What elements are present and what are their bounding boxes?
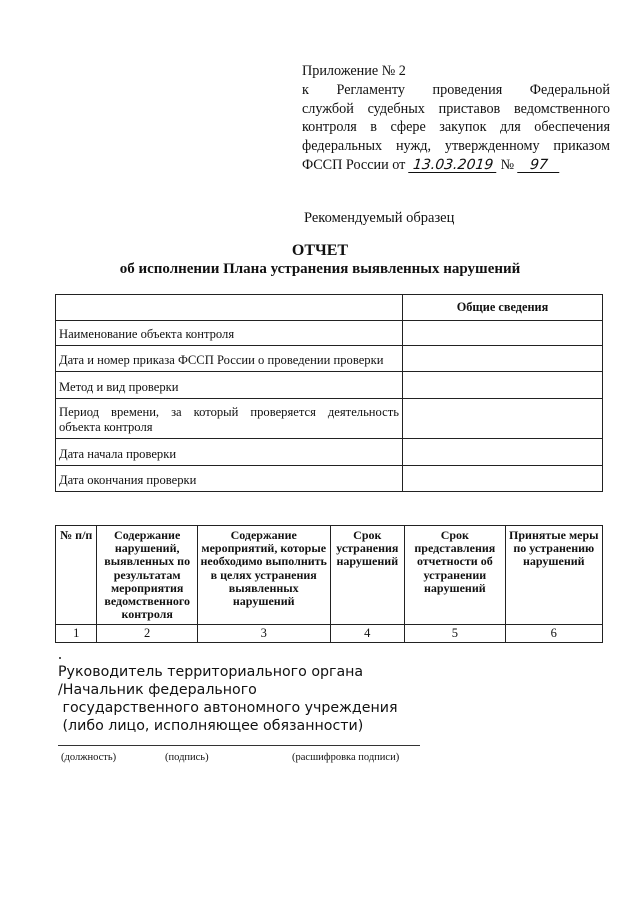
- table-row: [56, 466, 603, 492]
- appendix-title: Приложение № 2: [302, 63, 406, 79]
- report-title: ОТЧЕТ: [291, 242, 349, 259]
- column-header-report-deadline: Срок представления отчетности об устранении нарушений: [405, 526, 505, 625]
- info-value-cell[interactable]: [403, 321, 603, 346]
- table-row: [56, 625, 603, 643]
- appendix-line-3: службой судебных приставов ведомственного: [302, 100, 610, 117]
- appendix-block: [302, 62, 610, 175]
- general-info-table: [55, 294, 603, 492]
- info-value-cell[interactable]: [403, 372, 603, 399]
- table-row: [56, 372, 603, 399]
- recommended-sample-label: Рекомендуемый образец: [304, 210, 455, 226]
- column-header-number: № п/п: [56, 526, 97, 625]
- info-row-label: Дата окончания проверки: [56, 466, 403, 492]
- info-row-label: Период времени, за который проверяется деятельность объекта контроля: [56, 399, 403, 439]
- handwritten-date: 13.03.2019: [408, 158, 498, 173]
- column-number: 6: [505, 625, 602, 643]
- column-number: 5: [405, 625, 505, 643]
- handwritten-order-number: 97: [517, 158, 560, 173]
- signature-line: (либо лицо, исполняющее обязанности): [58, 718, 364, 734]
- info-value-cell[interactable]: [403, 346, 603, 372]
- column-number: 2: [97, 625, 197, 643]
- info-row-label: Дата начала проверки: [56, 439, 403, 466]
- info-value-cell[interactable]: [403, 466, 603, 492]
- signature-decoding-label: (расшифровка подписи): [292, 752, 400, 763]
- scan-dot: [59, 657, 61, 659]
- info-row-label: Наименование объекта контроля: [56, 321, 403, 346]
- appendix-line-6: [302, 156, 610, 175]
- signature-block: [58, 663, 398, 735]
- table-row: [56, 346, 603, 372]
- appendix-line-4: контроля в сфере закупок для обеспечения: [302, 119, 610, 136]
- position-label: (должность): [61, 752, 117, 763]
- appendix-line-2-text: Регламенту проведения Федеральной: [336, 81, 610, 98]
- info-row-label: Дата и номер приказа ФССП России о проведении проверки: [56, 346, 403, 372]
- table-cell: [56, 295, 403, 321]
- number-sign: №: [500, 156, 515, 173]
- appendix-line-2-word: к: [302, 81, 309, 98]
- table-row: [56, 399, 603, 439]
- appendix-line-6-prefix: ФССП России от: [302, 156, 406, 173]
- signature-underline: [58, 745, 420, 746]
- table-row: [56, 321, 603, 346]
- report-subtitle: об исполнении Плана устранения выявленных нарушений: [119, 261, 521, 277]
- signature-line: государственного автономного учреждения: [58, 700, 398, 716]
- info-value-cell[interactable]: [403, 399, 603, 439]
- info-value-cell[interactable]: [403, 439, 603, 466]
- signature-line: Руководитель территориального органа: [58, 664, 364, 680]
- table-row: [56, 295, 603, 321]
- general-info-header: Общие сведения: [403, 295, 603, 321]
- column-header-deadline: Срок устранения нарушений: [330, 526, 405, 625]
- column-number: 3: [197, 625, 330, 643]
- appendix-line-2: [302, 81, 610, 100]
- table-row: [56, 526, 603, 625]
- column-header-taken-measures: Принятые меры по устранению нарушений: [505, 526, 602, 625]
- signature-label: (подпись): [165, 752, 209, 763]
- column-number: 4: [330, 625, 405, 643]
- appendix-line-5: федеральных нужд, утвержденному приказом: [302, 138, 610, 155]
- column-number: 1: [56, 625, 97, 643]
- signature-line: /Начальник федерального: [58, 682, 257, 698]
- info-row-label: Метод и вид проверки: [56, 372, 403, 399]
- violations-table: [55, 525, 603, 643]
- table-row: [56, 439, 603, 466]
- column-header-violations: Содержание нарушений, выявленных по результатам мероприятия ведомственного контроля: [97, 526, 197, 625]
- column-header-measures: Содержание мероприятий, которые необходимо выполнить в целях устранения выявленных нарушений: [197, 526, 330, 625]
